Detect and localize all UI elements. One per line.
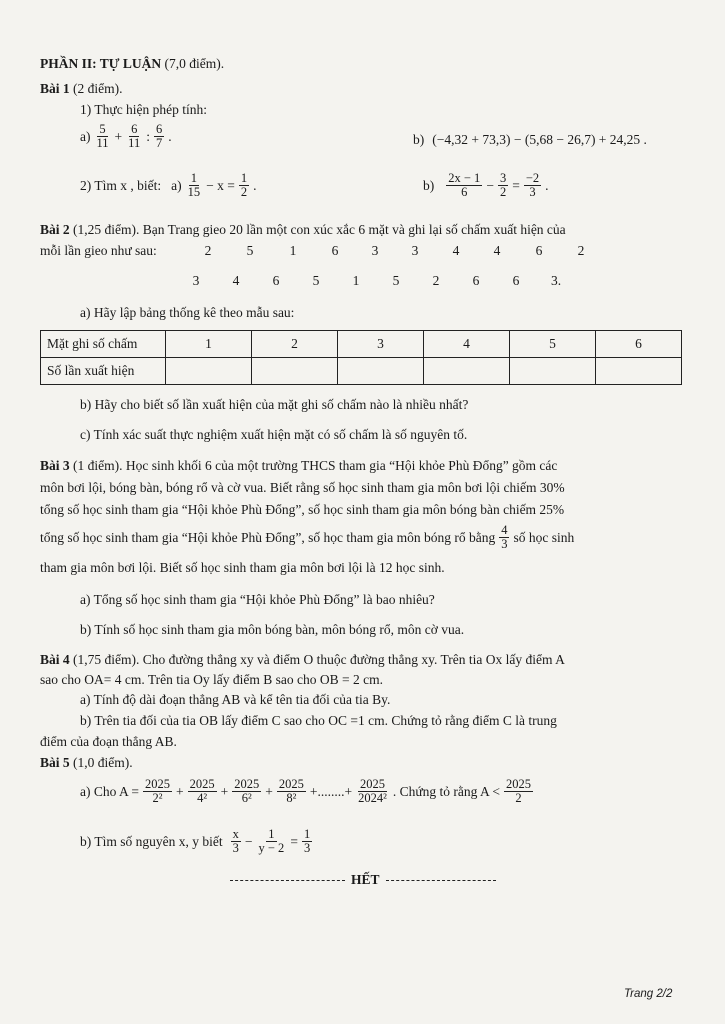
bai1-part2-label: 2) Tìm x , biết: (80, 177, 162, 193)
dice-value: 3 (411, 243, 419, 258)
numerator: 3 (499, 171, 507, 185)
fraction (186, 172, 203, 199)
numerator: 1 (190, 171, 197, 185)
denominator: 2 (240, 185, 248, 200)
bai3-question-a: a) Tổng số học sinh tham gia “Hội khỏe Phù Đổng” là bao nhiêu? (80, 592, 435, 607)
bai2-question-a: a) Hãy lập bảng thống kê theo mẫu sau: (80, 305, 295, 320)
bai3-text-4a: tổng số học sinh tham gia “Hội khỏe Phù Đổng”, số học tham gia môn bóng rổ bằng (40, 529, 496, 545)
bai4-question-a: a) Tính độ dài đoạn thẳng AB và kể tên tia đối của tia By. (80, 692, 391, 707)
bai3-question-b: b) Tính số học sinh tham gia môn bóng bàn, môn bóng rổ, môn cờ vua. (80, 622, 465, 637)
dice-value: 5 (246, 243, 254, 258)
end-label: HẾT (351, 872, 380, 887)
section-heading (40, 56, 224, 72)
numerator: 1 (303, 827, 311, 841)
fraction (524, 172, 541, 199)
dice-value: 3 (192, 273, 200, 288)
table-cell-empty (338, 358, 424, 385)
bai1-expr-d: b) $\frac{2x - 1}{6}$ − $\frac{3}{2}$ = $\frac{-2}{3}$ . (423, 171, 549, 200)
bai4-question-b-cont: điểm của đoạn thẳng AB. (40, 734, 177, 749)
end-divider-right (386, 880, 496, 881)
dice-results-row-2 (176, 273, 576, 289)
fraction (126, 123, 142, 150)
bai1-c-label: a) (171, 177, 182, 193)
numerator: 1 (268, 827, 275, 841)
bai4-title: Bài 4 (40, 652, 70, 667)
numerator: 2025 (145, 777, 170, 791)
fraction (302, 828, 312, 855)
dice-value: 6 (272, 273, 280, 288)
bai1-expr-a: a) $\frac{5}{11}$ + $\frac{6}{11}$ : $\frac{6}{7}$ . (80, 122, 172, 151)
fraction (446, 172, 482, 199)
denominator: 3 (232, 841, 239, 856)
denominator: 6² (241, 791, 252, 806)
fraction (499, 524, 509, 551)
fraction (143, 778, 172, 805)
numerator: 5 (99, 122, 106, 136)
denominator: 2 (515, 791, 522, 806)
bai5-a-tail: . Chứng tỏ rằng A < (392, 783, 501, 799)
table-cell-empty (596, 358, 682, 385)
dice-value: 1 (289, 243, 297, 258)
table-cell: 2 (252, 331, 338, 358)
bai1-title: Bài 1 (40, 81, 70, 96)
frequency-table (40, 330, 682, 385)
bai4-question-b: b) Trên tia đối của tia OB lấy điểm C sao cho OC =1 cm. Chứng tỏ rằng điểm C là trung (80, 713, 557, 728)
dice-value: 3 (371, 243, 379, 258)
bai4-line1 (40, 652, 565, 668)
bai1-d-label: b) (423, 177, 435, 193)
dice-value: 2 (577, 243, 585, 258)
bai3-points: (1 điểm). (73, 458, 123, 473)
numerator: 2025 (278, 777, 304, 791)
denominator: 3 (501, 537, 508, 552)
fraction (356, 778, 389, 805)
table-cell: 1 (166, 331, 252, 358)
bai1-points: (2 điểm). (73, 81, 123, 96)
bai2-question-b: b) Hãy cho biết số lần xuất hiện của mặt ghi số chấm nào là nhiều nhất? (80, 397, 469, 412)
dice-value: 5 (392, 273, 400, 288)
dice-value: 4 (232, 273, 240, 288)
bai3-title: Bài 3 (40, 458, 70, 473)
bai5-b-label: b) Tìm số nguyên x, y biết (80, 833, 223, 849)
dice-value: 2 (432, 273, 440, 288)
fraction (257, 828, 287, 855)
dice-results-row-1 (188, 243, 602, 259)
bai2-points: (1,25 điểm). (73, 222, 140, 237)
table-cell: 3 (338, 331, 424, 358)
bai5-dots: +........+ (309, 783, 353, 799)
table-cell: 6 (596, 331, 682, 358)
denominator: 11 (96, 136, 109, 151)
denominator: 2024² (358, 791, 387, 806)
dice-value: 4 (493, 243, 501, 258)
table-row-header: Mặt ghi số chấm (41, 331, 166, 358)
denominator: 2 (499, 185, 507, 200)
fraction (188, 778, 217, 805)
bai5-title: Bài 5 (40, 755, 70, 770)
bai1-b-expression: (−4,32 + 73,3) − (5,68 − 26,7) + 24,25 . (432, 132, 647, 147)
table-cell: 4 (424, 331, 510, 358)
bai5-heading (40, 755, 133, 771)
denominator: 11 (128, 136, 141, 151)
fraction (154, 123, 164, 150)
bai1-a-label: a) (80, 128, 91, 144)
denominator: 6 (461, 185, 468, 200)
page-number: Trang 2/2 (624, 988, 673, 1000)
bai3-line1 (40, 458, 685, 474)
bai3-text-1: Học sinh khối 6 của một trường THCS tham gia “Hội khỏe Phù Đổng” gồm các (125, 458, 558, 473)
numerator: 2025 (359, 777, 385, 791)
denominator: 7 (155, 136, 163, 151)
dice-value: 6 (512, 273, 520, 288)
bai5-part-b: b) Tìm số nguyên x, y biết $\frac{x}{3}$ − $\frac{1}{y - 2}$ = $\frac{1}{3}$ (80, 827, 311, 856)
dice-value: 4 (452, 243, 460, 258)
bai4-line2: sao cho OA= 4 cm. Trên tia Oy lấy điểm B sao cho OB = 2 cm. (40, 672, 383, 687)
section-title: PHẦN II: TỰ LUẬN (40, 56, 162, 71)
denominator: 2² (152, 791, 163, 806)
bai2-question-c: c) Tính xác suất thực nghiệm xuất hiện mặt có số chấm là số nguyên tố. (80, 427, 468, 442)
numerator: 4 (501, 523, 508, 537)
end-divider-left (230, 880, 345, 881)
denominator: 8² (286, 791, 297, 806)
section-points: (7,0 điểm). (164, 56, 225, 71)
bai5-points: (1,0 điểm). (73, 755, 133, 770)
numerator: x (232, 827, 239, 841)
numerator: 2025 (234, 777, 260, 791)
bai3-text-4b: số học sinh (513, 529, 575, 545)
dice-value: 6 (472, 273, 480, 288)
dice-value: 5 (312, 273, 320, 288)
bai2-title: Bài 2 (40, 222, 70, 237)
denominator: 3 (303, 841, 311, 856)
fraction (231, 828, 241, 855)
table-cell-empty (424, 358, 510, 385)
bai3-line3: tổng số học sinh tham gia “Hội khỏe Phù Đổng”, số học sinh tham gia môn bóng bàn chiếm 25% (40, 502, 565, 517)
table-row-header: Số lần xuất hiện (41, 358, 166, 385)
fraction (232, 778, 261, 805)
fraction (95, 123, 111, 150)
table-row (41, 331, 682, 358)
numerator: 2x − 1 (448, 171, 481, 185)
bai1-c-mid: − x = (206, 177, 235, 193)
dice-value: 3. (550, 273, 562, 288)
bai2-text-1: Bạn Trang gieo 20 lần một con xúc xắc 6 mặt và ghi lại số chấm xuất hiện của (142, 222, 566, 237)
fraction (277, 778, 306, 805)
dice-value: 6 (331, 243, 339, 258)
bai1-b-label: b) (413, 132, 425, 147)
bai5-a-label: a) Cho A = (80, 783, 139, 799)
dice-value: 2 (204, 243, 212, 258)
dice-value: 6 (535, 243, 543, 258)
bai3-line4 (40, 524, 574, 551)
table-cell-empty (510, 358, 596, 385)
bai3-line2: môn bơi lội, bóng bàn, bóng rổ và cờ vua. Biết rằng số học sinh tham gia môn bơi lội chiếm 30% (40, 480, 565, 495)
bai1-part1: 1) Thực hiện phép tính: (80, 102, 208, 117)
bai3-line5: tham gia môn bơi lội. Biết số học sinh tham gia môn bơi lội là 12 học sinh. (40, 560, 445, 575)
fraction (498, 172, 508, 199)
dice-value: 1 (352, 273, 360, 288)
numerator: 2025 (189, 777, 215, 791)
table-cell-empty (166, 358, 252, 385)
table-cell: 5 (510, 331, 596, 358)
numerator: 1 (240, 171, 248, 185)
table-cell-empty (252, 358, 338, 385)
denominator: y − 2 (258, 841, 285, 856)
bai4-points: (1,75 điểm). (73, 652, 140, 667)
bai2-line2: mỗi lần gieo như sau: (40, 243, 157, 258)
numerator: −2 (525, 171, 540, 185)
denominator: 4² (197, 791, 208, 806)
fraction (239, 172, 249, 199)
fraction (504, 778, 533, 805)
table-row (41, 358, 682, 385)
end-marker (230, 872, 496, 888)
bai4-text-1: Cho đường thẳng xy và điểm O thuộc đường thẳng xy. Trên tia Ox lấy điểm A (142, 652, 565, 667)
bai2-line1 (40, 222, 566, 238)
denominator: 15 (187, 185, 201, 200)
bai5-part-a: a) Cho A = $\frac{2025}{\text{2²}}$ + $\frac{2025}{\text{4²}}$ + $\frac{2025}{\text{6²}}$ + $\frac{2025}{\text{8²}}$ +........+ $\frac{2025}{\text{2024²}}$ . Chứng tỏ rằng A < $\frac{2025}{2}$ (80, 777, 532, 806)
denominator: 3 (529, 185, 536, 200)
bai1-part2: 2) Tìm x , biết: a) $\frac{1}{15}$ − x = $\frac{1}{2}$ . (80, 171, 257, 200)
numerator: 2025 (506, 777, 532, 791)
bai1-heading (40, 81, 123, 97)
numerator: 6 (155, 122, 163, 136)
numerator: 6 (131, 122, 138, 136)
bai1-expr-b (413, 132, 647, 148)
